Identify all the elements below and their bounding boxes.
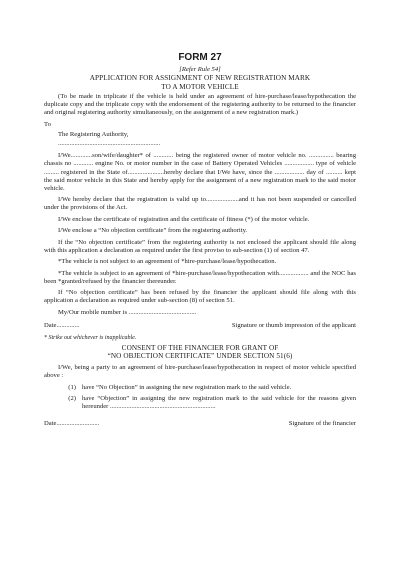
form-heading-line2: TO A MOTOR VEHICLE	[161, 82, 239, 91]
certificate-enclosure: I/We enclose the certificate of registration and the certificate of fitness (*) of the motor vehicle.	[58, 215, 310, 223]
consent-heading-line2: “NO OBJECTION CERTIFICATE” UNDER SECTION 51(6)	[107, 352, 293, 361]
noc-enclosure: I/We enclose a “No objection certificate” from the registering authority.	[58, 227, 248, 235]
financier-signature-row	[44, 420, 356, 428]
item-text: have “Objection” in assigning the new registration mark to the said vehicle for the reasons given hereunder ................................................................	[82, 394, 356, 410]
validity-declaration: I/We hereby declare that the registration is valid up to....................and it has not been suspended or cancelled under the provisions of the Act.	[44, 196, 356, 212]
consent-statement: I/We, being a party to an agreement of hire-purchase/lease/hypothecation in respect of motor vehicle specified above :	[44, 364, 356, 380]
strike-note: * Strike out whichever is inapplicable.	[44, 334, 137, 341]
applicant-signature-row	[44, 322, 356, 330]
item-number: (1)	[68, 383, 76, 391]
form-heading-line1: APPLICATION FOR ASSIGNMENT OF NEW REGISTRATION MARK	[89, 74, 311, 82]
noc-refused-note: If “No objection certificate” has been refused by the financier the applicant should file along with this application a declaration as required under sub-section (8) of section 51.	[44, 289, 356, 305]
applicant-signature: Signature or thumb impression of the applicant	[231, 321, 356, 329]
to-label: To	[44, 121, 51, 129]
not-subject-statement: *The vehicle is not subject to an agreement of *hire-purchase/lease/hypothecation.	[58, 258, 277, 266]
consent-heading-line1: CONSENT OF THE FINANCIER FOR GRANT OF	[121, 343, 279, 352]
financier-signature: Signature of the financier	[288, 419, 356, 427]
subject-statement: *The vehicle is subject to an agreement of *hire-purchase/lease/hypothecation with.................. and the NOC has been *granted/refused by the financier thereunder.	[44, 269, 356, 285]
form-title: FORM 27	[178, 52, 222, 63]
owner-declaration: I/We.............son/wife/daughter* of ............ being the registered owner of motor vehicle no. ............... bearing chassis no ............ engine No. or motor number in the case of Battery Operated Vehicles .................. type of vehicle ......... registered in the State of......................hereby declare that I/We have, since the .................. day of .......... kept the said motor vehicle in this State and hereby apply for the assignment of a new registration mark to the said motor vehicle.	[44, 152, 356, 192]
item-text: have “No Objection” in assigning the new registration mark to the said vehicle.	[82, 383, 292, 391]
addressee: The Registering Authority,	[58, 130, 129, 138]
mobile-number-line: My/Our mobile number is .........................................	[58, 308, 197, 316]
rule-reference: [Refer Rule 54]	[179, 66, 221, 73]
date-field: Date..............	[44, 321, 80, 329]
list-item	[44, 384, 356, 392]
list-item	[44, 395, 356, 411]
noc-not-enclosed-note: If the “No objection certificate” from the registering authority is not enclosed the applicant should file along with this application a declaration as required under the first proviso to sub-section (1) of section 47.	[44, 238, 356, 254]
addressee-blank: ..............................................................	[58, 139, 161, 147]
date-field-2: Date..........................	[44, 419, 100, 427]
item-number: (2)	[68, 394, 76, 402]
intro-note: (To be made in triplicate if the vehicle is held under an agreement of hire-purchase/lease/hypothecation the duplicate copy and the triplicate copy with the endorsement of the registering authority to be returned to the financier and original registering authority simultaneously, on the assignment of a new registration mark.)	[44, 93, 356, 117]
